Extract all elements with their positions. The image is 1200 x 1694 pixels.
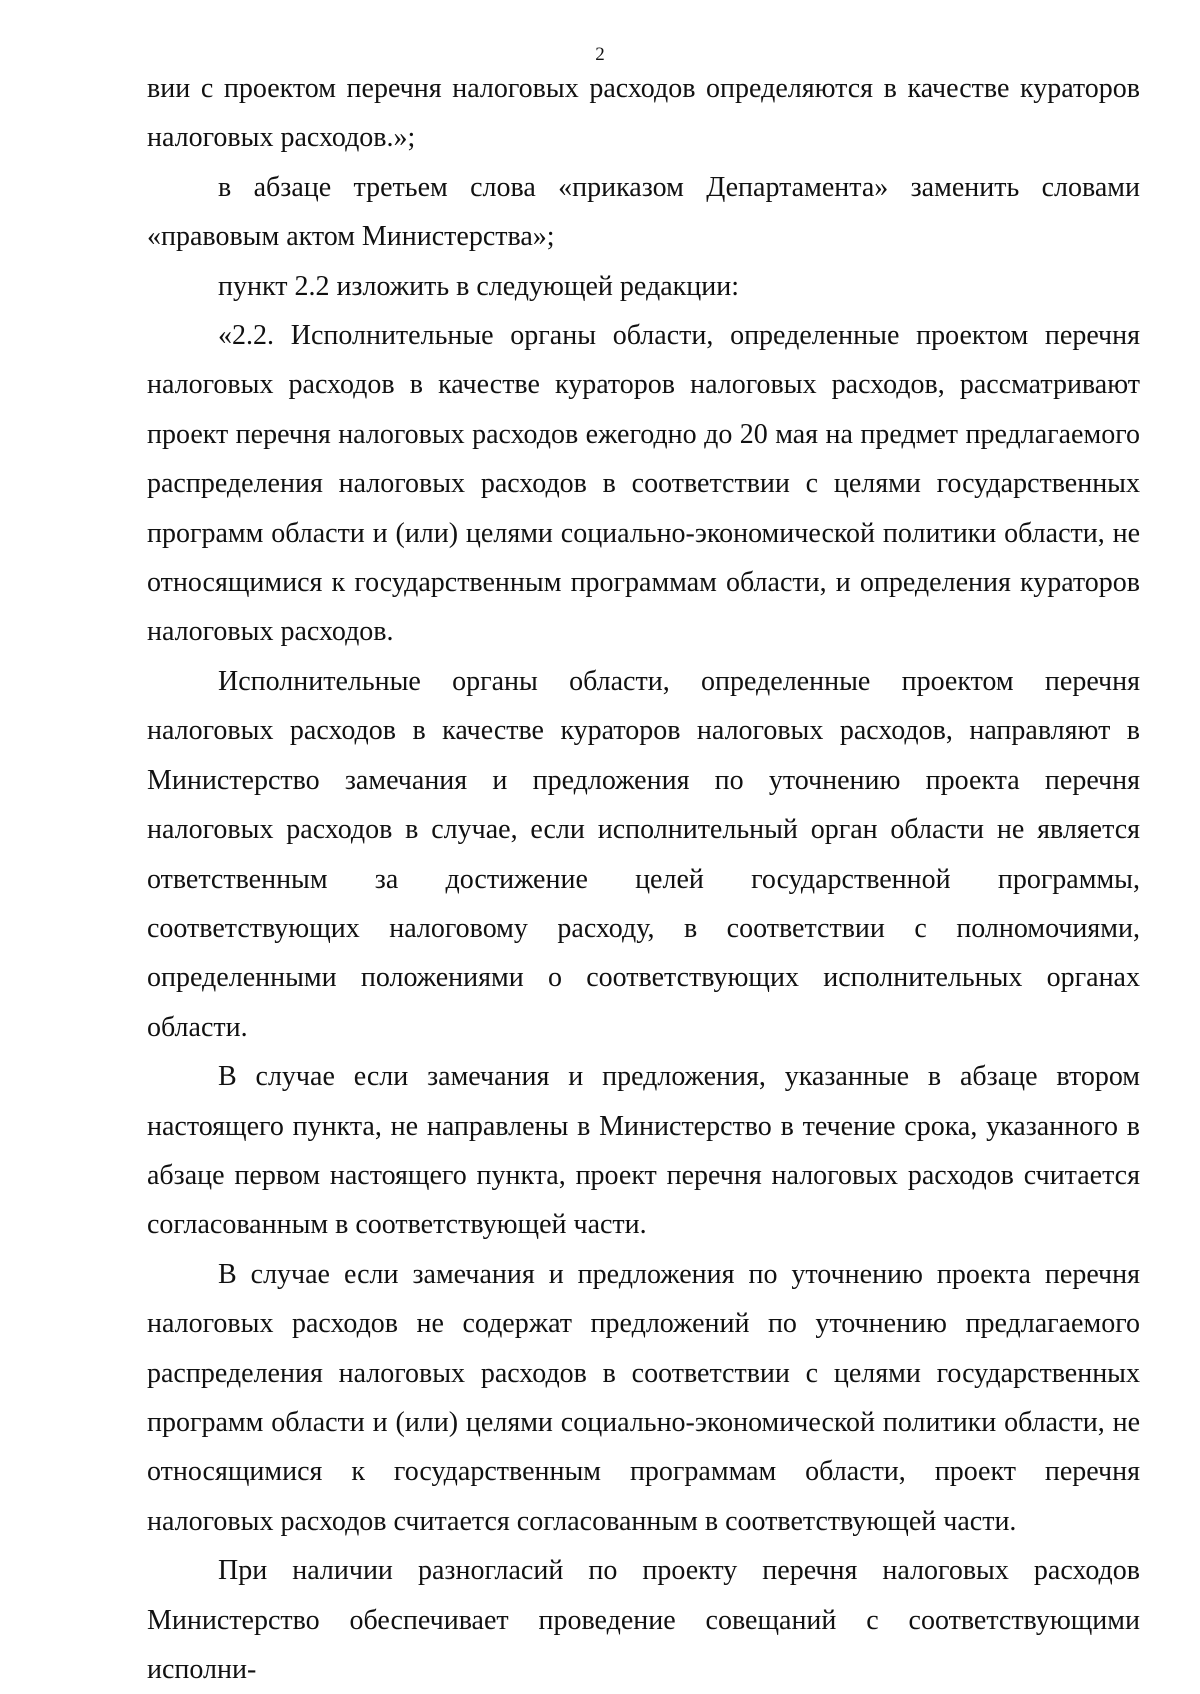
document-body (147, 64, 1140, 1694)
paragraph-amendment-point-2-2: пункт 2.2 изложить в следующей редакции: (218, 270, 739, 302)
page-number: 2 (595, 44, 605, 65)
paragraph-amendment-third-abzac: в абзаце третьем слова «приказом Департамента» заменить словами «правовым актом Министерства»; (147, 171, 1140, 253)
paragraph-point-2-2-first: «2.2. Исполнительные органы области, определенные проектом перечня налоговых расходов в качестве кураторов налоговых расходов, рассматривают проект перечня налоговых расходов ежегодно до 20 мая на предмет предлагаемого распределения налоговых расходов в соответствии с целями государственных программ области и (или) целями социально-экономической политики области, не относящимися к государственным программам области, и определения кураторов налоговых расходов. (147, 320, 1140, 648)
paragraph-point-2-2-fifth: При наличии разногласий по проекту перечня налоговых расходов Министерство обеспечивает проведение совещаний с соответствующими исполни- (147, 1555, 1140, 1685)
paragraph-continuation: вии с проектом перечня налоговых расходов определяются в качестве кураторов налоговых расходов.»; (147, 73, 1140, 154)
paragraph-point-2-2-fourth: В случае если замечания и предложения по уточнению проекта перечня налоговых расходов не содержат предложений по уточнению предлагаемого распределения налоговых расходов в соответствии с целями государственных программ области и (или) целями социально-экономической политики области, не относящимися к государственным программам области, проект перечня налоговых расходов считается согласованным в соответствующей части. (147, 1258, 1140, 1537)
paragraph-point-2-2-second: Исполнительные органы области, определенные проектом перечня налоговых расходов в качестве кураторов налоговых расходов, направляют в Министерство замечания и предложения по уточнению проекта перечня налоговых расходов в случае, если исполнительный орган области не является ответственным за достижение целей государственной программы, соответствующих налоговому расходу, в соответствии с полномочиями, определенными положениями о соответствующих исполнительных органах области. (147, 665, 1140, 1043)
paragraph-point-2-2-third: В случае если замечания и предложения, указанные в абзаце втором настоящего пункта, не направлены в Министерство в течение срока, указанного в абзаце первом настоящего пункта, проект перечня налоговых расходов считается согласованным в соответствующей части. (147, 1061, 1140, 1241)
